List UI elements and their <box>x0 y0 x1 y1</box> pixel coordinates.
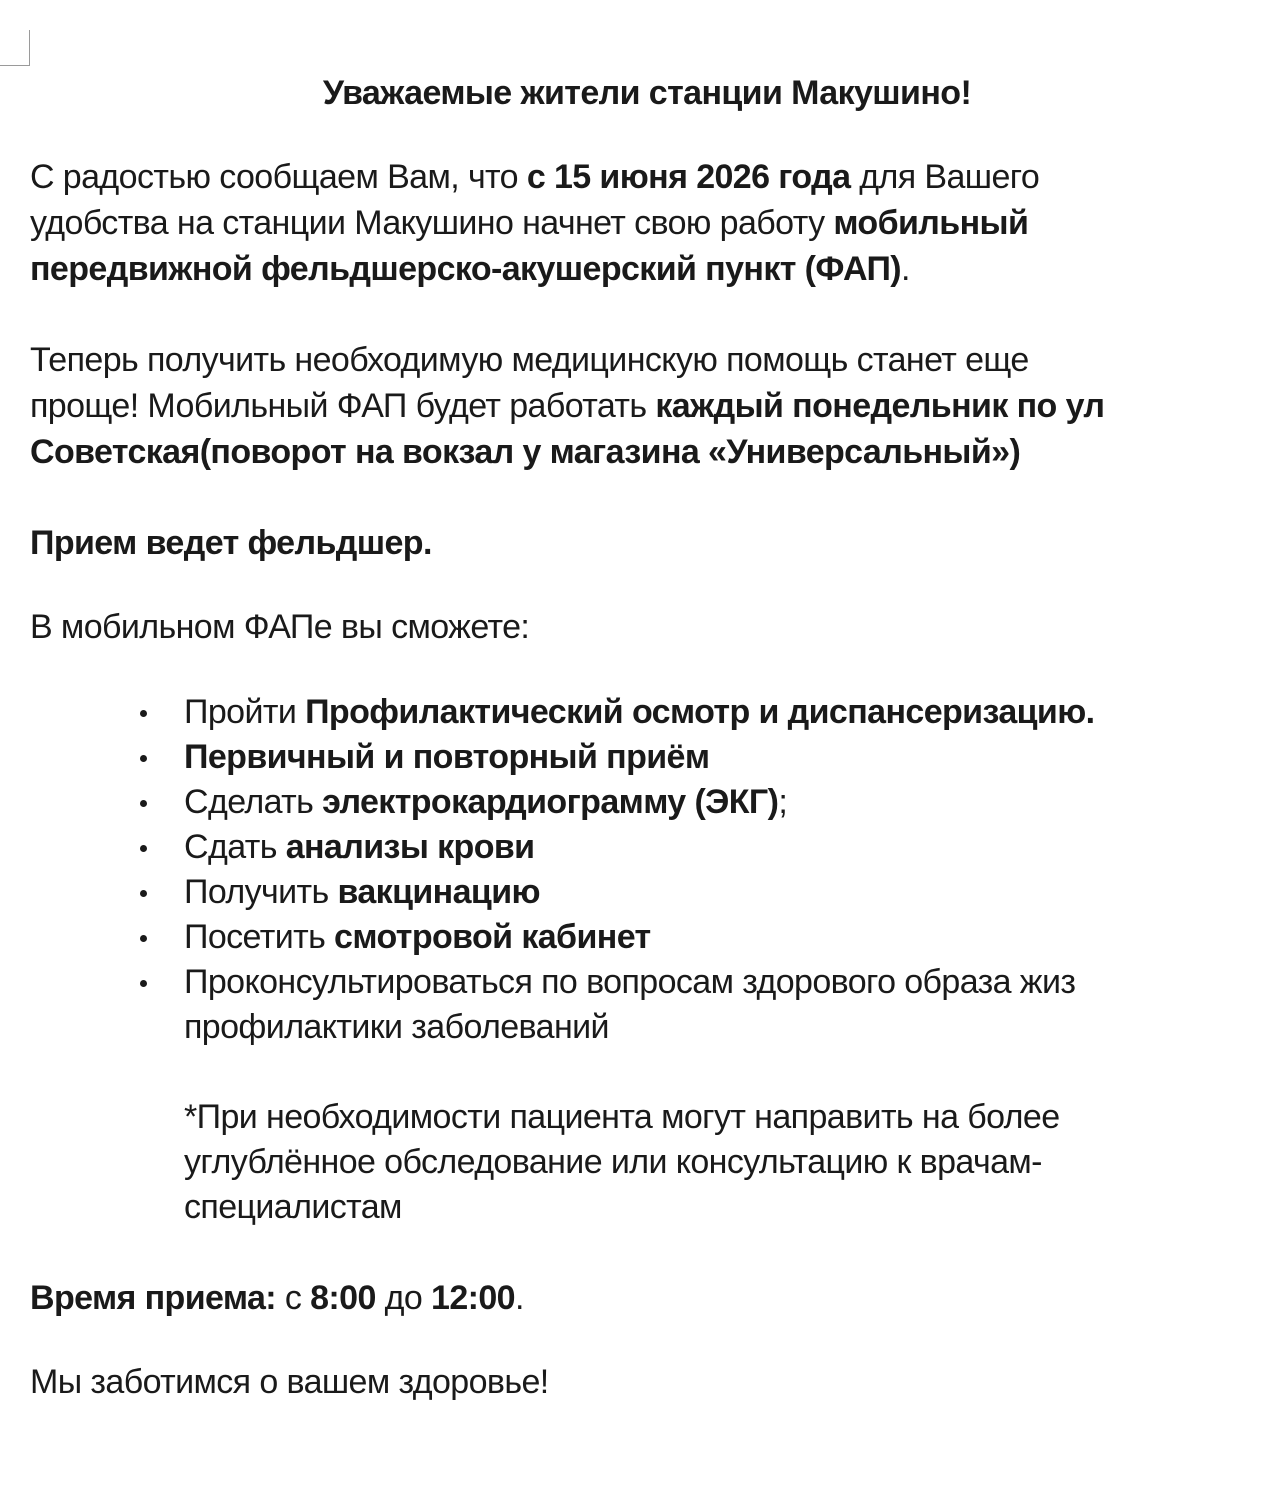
schedule-line-2 <box>30 383 1268 429</box>
announcement-title: Уважаемые жители станции Макушино! <box>322 74 972 112</box>
list-item <box>184 960 1268 1050</box>
hours-paragraph <box>30 1275 1268 1321</box>
intro-line-3 <box>30 246 1268 292</box>
intro-text-1: С радостью сообщаем Вам, что <box>30 158 527 196</box>
start-date: с 15 июня 2026 года <box>526 158 851 196</box>
list-item <box>184 690 1268 735</box>
services-intro: В мобильном ФАПе вы сможете: <box>30 608 530 646</box>
list-item <box>184 870 1268 915</box>
service-bold: анализы крови <box>285 828 535 866</box>
note-line-2: углублённое обследование или консультацию к врачам- <box>184 1143 1042 1181</box>
announcement-page <box>30 70 1268 1405</box>
schedule-line-3 <box>30 429 1268 475</box>
service-tail: ; <box>778 783 788 821</box>
intro-paragraph <box>30 154 1268 292</box>
intro-line-2 <box>30 200 1268 246</box>
intro-text-2: для Вашего <box>850 158 1040 196</box>
list-item <box>184 825 1268 870</box>
page-corner-mark <box>0 30 30 66</box>
hours-dot: . <box>515 1279 524 1317</box>
service-plain: Получить <box>184 873 338 911</box>
schedule-day: каждый понедельник по ул <box>655 387 1105 425</box>
hours-start: 8:00 <box>310 1279 376 1317</box>
hours-end: 12:00 <box>431 1279 515 1317</box>
service-plain: Сдать <box>184 828 286 866</box>
referral-note <box>184 1095 1268 1230</box>
doctor-text: Прием ведет фельдшер. <box>30 524 432 562</box>
list-item <box>184 735 1268 780</box>
schedule-line-1: Теперь получить необходимую медицинскую помощь станет еще <box>30 341 1029 379</box>
service-bold: Первичный и повторный приём <box>184 738 710 776</box>
schedule-paragraph <box>30 337 1268 475</box>
note-line-1: *При необходимости пациента могут направить на более <box>184 1098 1060 1136</box>
closing-line: Мы заботимся о вашем здоровье! <box>30 1363 549 1401</box>
list-item <box>184 780 1268 825</box>
service-plain: Проконсультироваться по вопросам здорового образа жиз <box>184 963 1076 1001</box>
service-bold: Профилактический осмотр и диспансеризацию. <box>305 693 1095 731</box>
schedule-location: Советская(поворот на вокзал у магазина «Универсальный») <box>30 433 1021 471</box>
intro-text-3: удобства на станции Макушино начнет свою работу <box>30 204 834 242</box>
service-bold: электрокардиограмму (ЭКГ) <box>322 783 779 821</box>
note-line-3: специалистам <box>184 1188 402 1226</box>
intro-bold-1: мобильный <box>833 204 1029 242</box>
list-item <box>184 915 1268 960</box>
services-list <box>30 690 1268 1050</box>
intro-line-1 <box>30 154 1268 200</box>
service-plain: Посетить <box>184 918 335 956</box>
service-bold: вакцинацию <box>337 873 540 911</box>
hours-label: Время приема: <box>30 1279 277 1317</box>
schedule-text-2: проще! Мобильный ФАП будет работать <box>30 387 656 425</box>
intro-end: . <box>901 250 910 288</box>
doctor-paragraph <box>30 520 1268 566</box>
service-plain: Сделать <box>184 783 323 821</box>
service-plain: Пройти <box>184 693 306 731</box>
hours-from-word: с <box>276 1279 311 1317</box>
fap-full-name: передвижной фельдшерско-акушерский пункт (ФАП) <box>30 250 902 288</box>
service-plain-line-2: профилактики заболеваний <box>184 1008 609 1046</box>
hours-to-word: до <box>375 1279 432 1317</box>
service-bold: смотровой кабинет <box>334 918 651 956</box>
